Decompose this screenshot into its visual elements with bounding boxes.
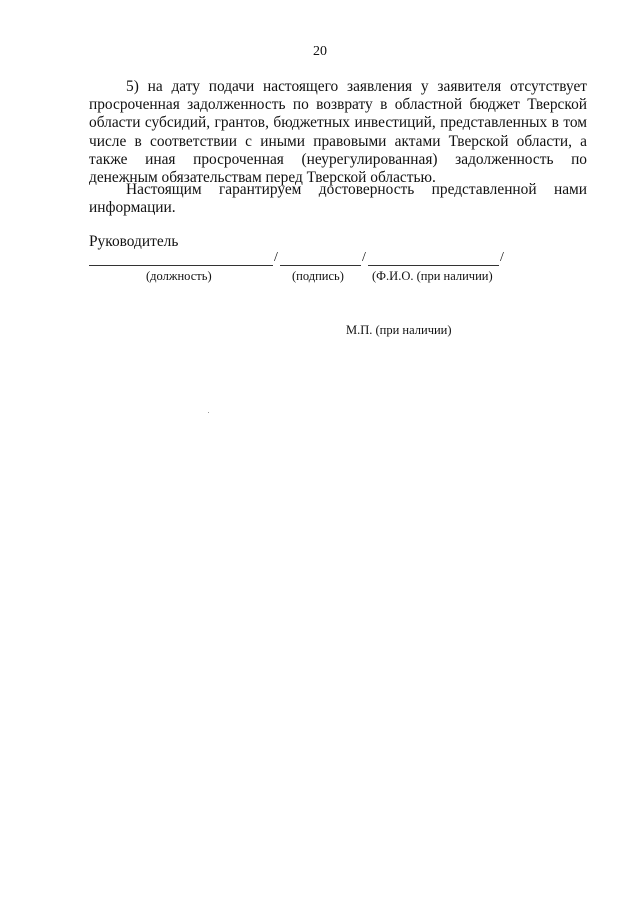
signature-caption: (подпись) — [292, 269, 344, 283]
scan-speck — [208, 412, 209, 413]
full-name-field-line — [368, 265, 499, 266]
paragraph-item-5: 5) на дату подачи настоящего заявления у заявителя отсутствует просроченная задолженность по возврату в областной бюджет Тверской области субсидий, грантов, бюджетных инвестиций, представленных в том числе в соответствии с иными правовыми актами Тверской области, а также иная просроченная (неурегулированная) задолженность по денежным обязательствам перед Тверской областью. — [89, 78, 587, 187]
signature-heading: Руководитель — [89, 233, 179, 250]
separator-slash: / — [362, 250, 366, 265]
paragraph-guarantee: Настоящим гарантируем достоверность представленной нами информации. — [89, 181, 587, 217]
position-field-line — [89, 265, 273, 266]
position-caption: (должность) — [146, 269, 212, 283]
stamp-note: М.П. (при наличии) — [346, 323, 452, 337]
separator-slash: / — [500, 250, 504, 265]
page-number: 20 — [313, 44, 327, 59]
full-name-caption: (Ф.И.О. (при наличии) — [372, 269, 493, 283]
separator-slash: / — [274, 250, 278, 265]
signature-field-line — [280, 265, 361, 266]
